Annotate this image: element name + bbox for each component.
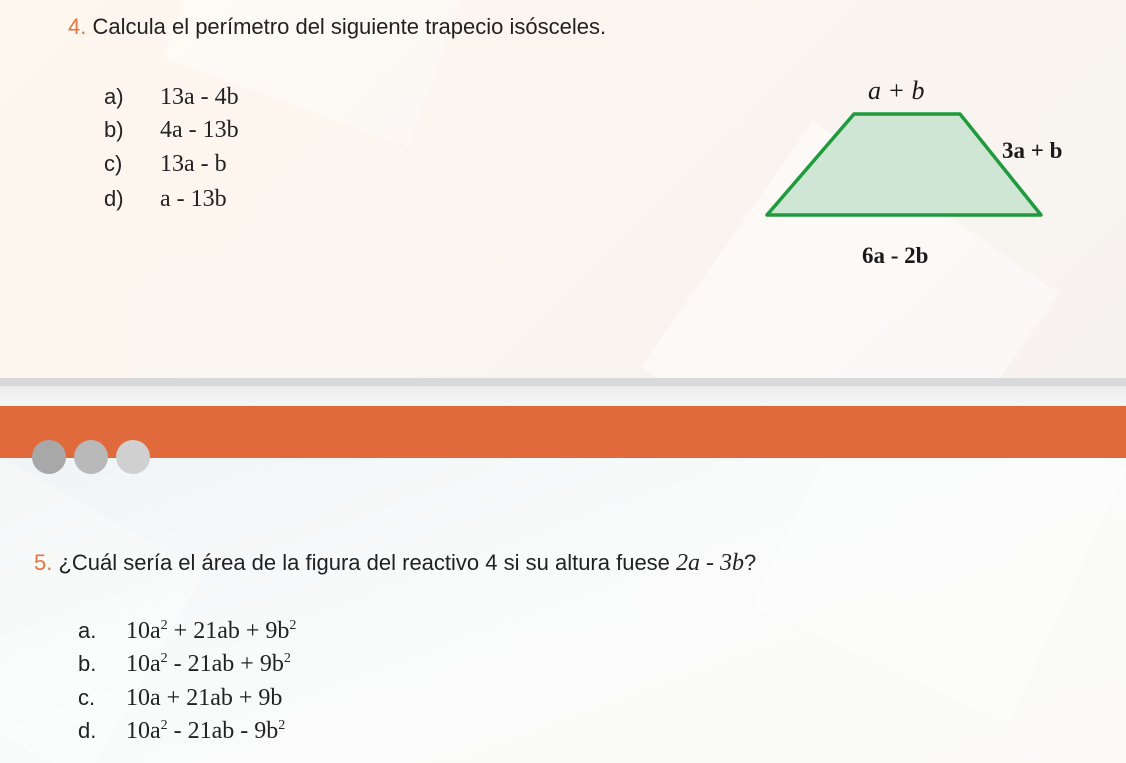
question-4-text: Calcula el perímetro del siguiente trapecio isósceles. [92, 14, 607, 39]
decorative-dot-3 [116, 440, 150, 474]
term: + 21ab + 9b [167, 618, 290, 644]
section-divider-light [0, 386, 1126, 406]
option-value: 13a - b [160, 151, 227, 177]
option-value [126, 685, 282, 712]
option-label: c. [78, 685, 96, 710]
term: - 21ab - 9b [167, 718, 279, 744]
term: - 21ab + 9b [167, 651, 284, 677]
trapezoid-bottom-label: 6a - 2b [862, 243, 929, 268]
exponent: 2 [283, 651, 291, 666]
decorative-dot-2 [74, 440, 108, 474]
q4-option-c[interactable] [104, 151, 227, 178]
question-5-text: ¿Cuál sería el área de la figura del reactivo 4 si su altura fuese [58, 550, 677, 575]
orange-band [0, 406, 1126, 458]
q5-option-b[interactable] [78, 651, 291, 678]
exponent: 2 [160, 651, 168, 666]
exponent: 2 [160, 618, 168, 633]
term: 10a + 21ab + 9b [126, 685, 283, 711]
q5-option-a[interactable] [78, 618, 296, 645]
q5-option-d[interactable] [78, 718, 285, 745]
exponent: 2 [278, 718, 286, 733]
option-value [126, 651, 291, 678]
exponent: 2 [160, 718, 168, 733]
question-5-number: 5. [34, 550, 53, 575]
option-value: 13a - 4b [160, 84, 239, 110]
term: 10a [126, 618, 161, 644]
term: 10a [126, 651, 161, 677]
q4-option-d[interactable] [104, 186, 227, 213]
option-value: 4a - 13b [160, 117, 239, 143]
option-label: c) [104, 151, 123, 176]
decorative-dot-1 [32, 440, 66, 474]
option-label: d. [78, 718, 97, 743]
question-4-title [68, 14, 606, 40]
question-5-expression [676, 550, 744, 576]
question-5-end: ? [744, 550, 757, 575]
q5-option-c[interactable] [78, 685, 282, 712]
option-label: b. [78, 651, 97, 676]
background-facet [754, 458, 1126, 724]
option-value: a - 13b [160, 186, 227, 212]
trapezoid-top-label: a + b [868, 76, 925, 105]
section-divider [0, 378, 1126, 386]
term: 10a [126, 718, 161, 744]
question-4-number: 4. [68, 14, 87, 39]
exponent: 2 [289, 618, 297, 633]
trapezoid-figure [760, 105, 1050, 225]
trapezoid-shape [767, 114, 1041, 215]
q4-option-b[interactable] [104, 117, 239, 144]
option-label: d) [104, 186, 124, 211]
option-label: a) [104, 84, 124, 109]
option-value [126, 718, 285, 745]
height-expression: 2a - 3b [676, 550, 745, 576]
q4-option-a[interactable] [104, 84, 239, 111]
question-5-title [34, 550, 756, 577]
option-label: b) [104, 117, 124, 142]
option-value [126, 618, 296, 645]
trapezoid-side-label: 3a + b [1002, 138, 1063, 163]
option-label: a. [78, 618, 97, 643]
